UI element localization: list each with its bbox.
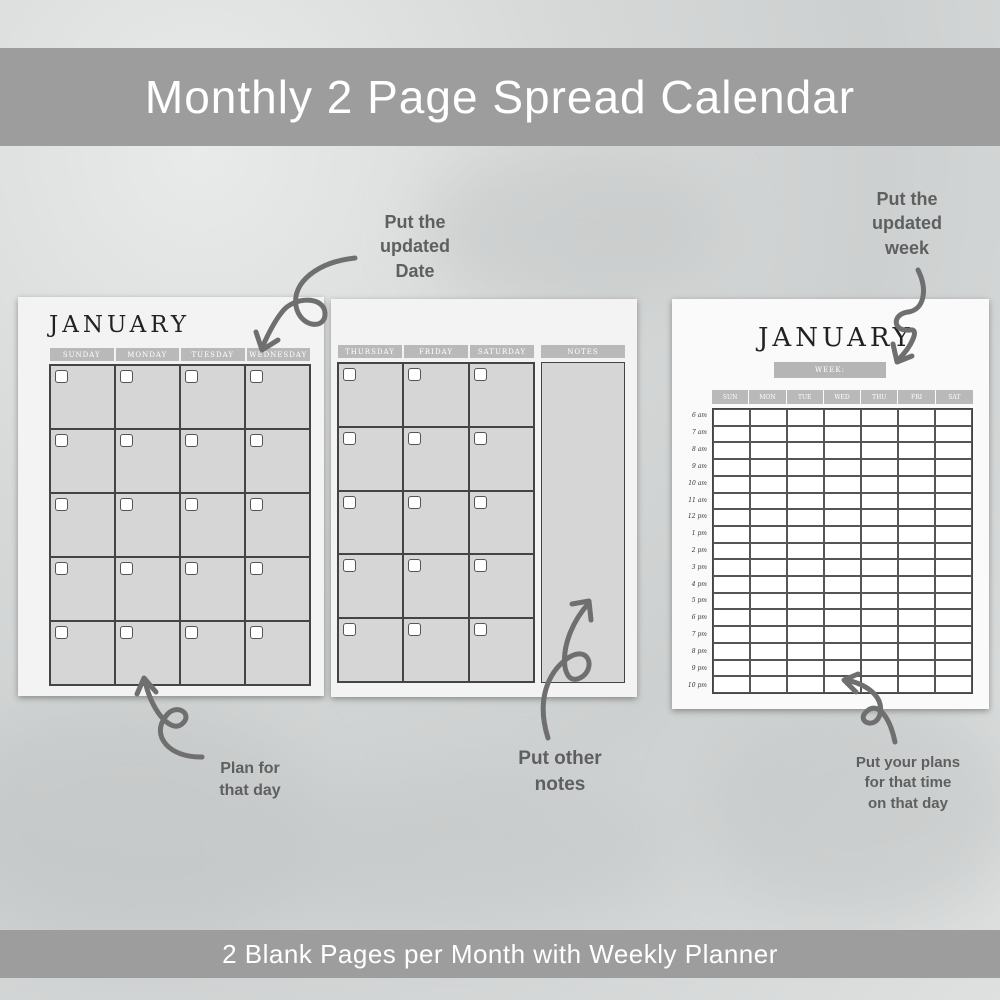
time-slot — [750, 526, 787, 543]
week-day-header: FRI — [898, 390, 935, 404]
weekday-header: SUNDAY — [50, 348, 114, 361]
day-cell — [403, 427, 468, 491]
hour-label: 9 pm — [691, 664, 707, 672]
day-cell — [50, 429, 115, 493]
checkbox-icon — [408, 432, 421, 445]
time-slot — [935, 660, 972, 677]
time-slot — [861, 593, 898, 610]
time-slot — [750, 660, 787, 677]
week-day-header: SUN — [712, 390, 749, 404]
time-slot — [713, 409, 750, 426]
time-slot — [861, 409, 898, 426]
day-cell — [469, 491, 534, 555]
time-slot — [824, 609, 861, 626]
checkbox-icon — [343, 623, 356, 636]
time-slot — [935, 459, 972, 476]
day-cell — [469, 427, 534, 491]
hour-label: 12 pm — [687, 513, 707, 521]
hour-label: 6 pm — [691, 614, 707, 622]
day-cell — [245, 429, 310, 493]
time-slot — [750, 543, 787, 560]
time-slot — [861, 643, 898, 660]
day-cell — [403, 363, 468, 427]
left-calendar-page — [18, 297, 324, 696]
time-slot — [898, 676, 935, 693]
time-slot — [824, 509, 861, 526]
time-slot — [935, 509, 972, 526]
time-slot — [935, 526, 972, 543]
time-slot — [824, 426, 861, 443]
time-slot — [861, 442, 898, 459]
time-slot — [935, 493, 972, 510]
footer-banner — [0, 930, 1000, 978]
checkbox-icon — [474, 432, 487, 445]
time-slot — [713, 559, 750, 576]
month-grid — [337, 362, 535, 683]
background-stain — [260, 780, 680, 920]
time-slot — [898, 426, 935, 443]
hour-label: 6 am — [692, 412, 707, 420]
time-slot — [713, 643, 750, 660]
time-slot — [787, 493, 824, 510]
time-slot — [898, 442, 935, 459]
time-slot — [861, 459, 898, 476]
day-cell — [403, 491, 468, 555]
checkbox-icon — [55, 626, 68, 639]
week-day-headers — [712, 390, 973, 404]
time-slot — [861, 626, 898, 643]
time-slot — [898, 526, 935, 543]
time-slot — [750, 476, 787, 493]
checkbox-icon — [185, 562, 198, 575]
time-slot — [750, 493, 787, 510]
hour-label: 10 pm — [687, 681, 707, 689]
time-slot — [824, 459, 861, 476]
checkbox-icon — [185, 498, 198, 511]
weekday-header: MONDAY — [116, 348, 180, 361]
time-slot — [787, 676, 824, 693]
checkbox-icon — [185, 370, 198, 383]
time-slot — [861, 509, 898, 526]
checkbox-icon — [120, 562, 133, 575]
time-slot — [750, 593, 787, 610]
time-slot — [750, 576, 787, 593]
checkbox-icon — [120, 498, 133, 511]
time-slot — [824, 543, 861, 560]
footer-text: 2 Blank Pages per Month with Weekly Planner — [222, 938, 778, 969]
time-slot — [713, 459, 750, 476]
time-slot — [824, 593, 861, 610]
day-cell — [245, 365, 310, 429]
checkbox-icon — [343, 368, 356, 381]
time-slot — [824, 493, 861, 510]
time-slot — [898, 609, 935, 626]
day-cell — [115, 365, 180, 429]
time-slot — [750, 626, 787, 643]
time-slot — [750, 559, 787, 576]
checkbox-icon — [185, 626, 198, 639]
time-slot — [935, 543, 972, 560]
month-title: JANUARY — [758, 323, 914, 353]
time-slot — [861, 676, 898, 693]
month-grid — [49, 364, 311, 686]
time-slot — [861, 426, 898, 443]
time-slot — [935, 409, 972, 426]
time-slot — [713, 609, 750, 626]
time-slot — [898, 660, 935, 677]
checkbox-icon — [250, 626, 263, 639]
time-slot — [750, 609, 787, 626]
time-slot — [713, 493, 750, 510]
checkbox-icon — [250, 370, 263, 383]
day-cell — [180, 493, 245, 557]
weekday-header: FRIDAY — [404, 345, 468, 358]
hour-label: 2 pm — [691, 547, 707, 554]
time-slot — [787, 643, 824, 660]
time-slot — [861, 576, 898, 593]
hour-label: 4 pm — [691, 580, 707, 588]
day-cell — [338, 491, 403, 555]
time-slot — [935, 626, 972, 643]
day-cell — [115, 621, 180, 685]
checkbox-icon — [120, 370, 133, 383]
time-slot — [787, 426, 824, 443]
time-slot — [713, 543, 750, 560]
time-slot — [861, 543, 898, 560]
time-slot — [935, 643, 972, 660]
time-slot — [935, 476, 972, 493]
notes-area — [541, 362, 625, 683]
time-slot — [898, 559, 935, 576]
day-cell — [115, 429, 180, 493]
checkbox-icon — [408, 368, 421, 381]
time-slot — [824, 660, 861, 677]
time-slot — [861, 609, 898, 626]
hour-label: 10 am — [688, 479, 707, 487]
time-slot — [750, 426, 787, 443]
week-day-header: SAT — [948, 393, 961, 401]
week-day-header: THU — [861, 390, 898, 404]
checkbox-icon — [474, 559, 487, 572]
time-slot — [824, 643, 861, 660]
checkbox-icon — [474, 368, 487, 381]
time-slot — [898, 576, 935, 593]
checkbox-icon — [474, 496, 487, 509]
weekday-header: SATURDAY — [470, 345, 534, 358]
annotation-plans-time: Put your plans for that time on that day — [855, 754, 961, 812]
annotation-update-week: Put the updated week — [872, 189, 942, 258]
checkbox-icon — [55, 434, 68, 447]
hour-label: 5 pm — [691, 597, 707, 605]
day-cell — [180, 429, 245, 493]
day-cell — [50, 493, 115, 557]
checkbox-icon — [408, 623, 421, 636]
time-slot — [787, 442, 824, 459]
time-slot — [935, 442, 972, 459]
checkbox-icon — [250, 434, 263, 447]
time-slot — [824, 559, 861, 576]
annotation-update-date: Put the updated Date — [380, 212, 450, 281]
hour-label: 7 am — [692, 429, 707, 437]
day-cell — [403, 554, 468, 618]
day-cell — [180, 365, 245, 429]
time-slot — [935, 609, 972, 626]
right-calendar-page — [331, 299, 637, 697]
time-slot — [861, 660, 898, 677]
time-slot — [898, 409, 935, 426]
time-slot — [861, 559, 898, 576]
time-slot — [713, 676, 750, 693]
time-slot — [898, 593, 935, 610]
weekday-header: TUESDAY — [181, 348, 245, 361]
checkbox-icon — [185, 434, 198, 447]
day-cell — [245, 621, 310, 685]
time-slot — [787, 476, 824, 493]
time-slot — [824, 626, 861, 643]
time-slot — [713, 426, 750, 443]
time-slot — [750, 676, 787, 693]
week-day-header: MON — [749, 390, 786, 404]
time-slot — [787, 660, 824, 677]
checkbox-icon — [343, 559, 356, 572]
day-cell — [245, 557, 310, 621]
time-slot — [713, 576, 750, 593]
day-cell — [469, 554, 534, 618]
time-slot — [935, 676, 972, 693]
title-banner — [0, 48, 1000, 146]
day-cell — [469, 363, 534, 427]
hour-label: 9 am — [692, 462, 707, 470]
time-slot — [713, 526, 750, 543]
time-slot — [824, 676, 861, 693]
week-field: WEEK: — [774, 362, 886, 378]
day-cell — [180, 621, 245, 685]
time-slot — [935, 576, 972, 593]
weekly-planner-page — [672, 299, 989, 709]
day-cell — [115, 557, 180, 621]
checkbox-icon — [55, 498, 68, 511]
time-slot — [935, 559, 972, 576]
checkbox-icon — [120, 434, 133, 447]
checkbox-icon — [343, 496, 356, 509]
time-slot — [713, 593, 750, 610]
time-slot — [824, 526, 861, 543]
week-day-header: WED — [824, 390, 861, 404]
time-slot — [787, 609, 824, 626]
hour-label: 8 pm — [691, 647, 707, 655]
time-slot — [787, 559, 824, 576]
time-slot — [898, 493, 935, 510]
time-slot — [787, 576, 824, 593]
time-slot — [750, 442, 787, 459]
time-slot — [787, 526, 824, 543]
hour-label: 8 am — [692, 446, 707, 454]
time-slot — [787, 509, 824, 526]
day-cell — [338, 618, 403, 682]
day-cell — [115, 493, 180, 557]
time-slot — [713, 626, 750, 643]
day-cell — [180, 557, 245, 621]
page-title: Monthly 2 Page Spread Calendar — [144, 71, 856, 123]
notes-header: NOTES — [541, 345, 625, 358]
time-slot — [861, 493, 898, 510]
checkbox-icon — [343, 432, 356, 445]
checkbox-icon — [408, 496, 421, 509]
checkbox-icon — [55, 370, 68, 383]
weekly-grid — [712, 408, 973, 694]
time-slot — [713, 442, 750, 459]
time-slot — [787, 543, 824, 560]
week-day-header: TUE — [787, 390, 824, 404]
time-slot — [824, 442, 861, 459]
hour-label: 7 pm — [691, 631, 707, 639]
time-slot — [713, 509, 750, 526]
time-slot — [861, 476, 898, 493]
day-cell — [403, 618, 468, 682]
month-title: JANUARY — [49, 312, 191, 338]
time-slot — [824, 576, 861, 593]
time-slot — [750, 459, 787, 476]
checkbox-icon — [55, 562, 68, 575]
time-slot — [935, 426, 972, 443]
time-slot — [824, 409, 861, 426]
time-slot — [898, 459, 935, 476]
day-cell — [338, 363, 403, 427]
hour-label: 11 am — [688, 496, 707, 504]
time-slot — [787, 459, 824, 476]
time-slot — [898, 626, 935, 643]
weekday-header: THURSDAY — [338, 345, 402, 358]
time-slot — [824, 476, 861, 493]
checkbox-icon — [408, 559, 421, 572]
day-cell — [50, 557, 115, 621]
checkbox-icon — [250, 562, 263, 575]
time-slot — [787, 409, 824, 426]
checkbox-icon — [120, 626, 133, 639]
day-cell — [469, 618, 534, 682]
hour-label: 1 pm — [691, 530, 707, 538]
day-cell — [338, 554, 403, 618]
time-slot — [898, 476, 935, 493]
checkbox-icon — [474, 623, 487, 636]
hour-label: 3 pm — [691, 563, 707, 571]
day-cell — [338, 427, 403, 491]
annotation-other-notes: Put other notes — [518, 748, 602, 795]
day-cell — [50, 621, 115, 685]
time-slot — [898, 509, 935, 526]
time-slot — [750, 409, 787, 426]
checkbox-icon — [250, 498, 263, 511]
annotation-plan-day: Plan for that day — [219, 760, 281, 799]
day-cell — [50, 365, 115, 429]
time-slot — [750, 643, 787, 660]
time-slot — [898, 643, 935, 660]
time-slot — [750, 509, 787, 526]
time-slot — [787, 593, 824, 610]
time-slot — [935, 593, 972, 610]
weekday-header: WEDNESDAY — [247, 348, 311, 361]
day-cell — [245, 493, 310, 557]
time-slot — [713, 660, 750, 677]
time-slot — [861, 526, 898, 543]
time-slot — [787, 626, 824, 643]
time-slot — [898, 543, 935, 560]
time-slot — [713, 476, 750, 493]
